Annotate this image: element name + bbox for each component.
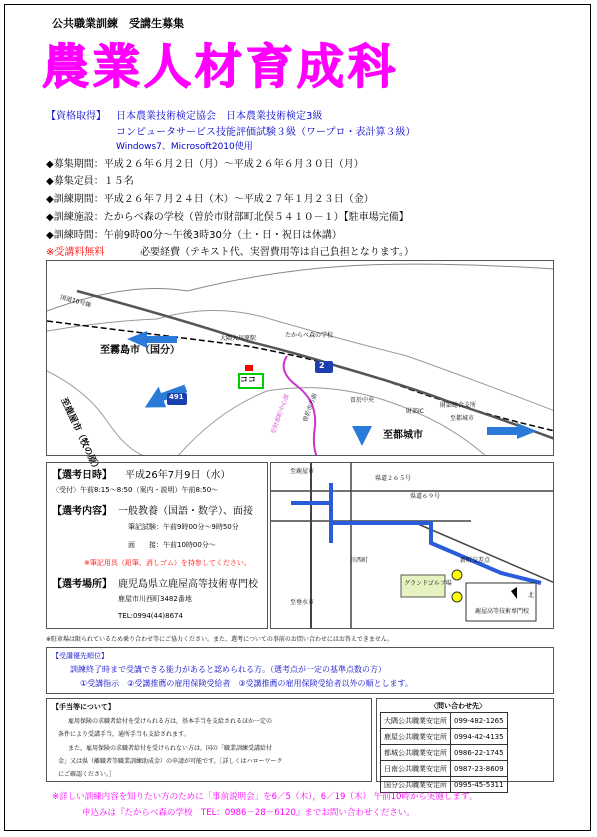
qualification-line3: Windows7、Microsoft2010使用 <box>116 142 253 152</box>
table-row <box>381 713 508 729</box>
allowance-label: 【手当等について】 <box>52 703 115 711</box>
map-to-miyakonojo-near: 至都城市 <box>450 415 475 422</box>
map2-to-tarumizu: 至垂水市 <box>290 599 315 606</box>
contact-office: 日南公共職業安定所 <box>381 761 451 777</box>
map2-road69: 県道６９号 <box>410 493 441 500</box>
map-osumi-station: 大隅大川原駅 <box>220 335 257 342</box>
access-map <box>46 260 554 456</box>
detail-row: ◆募集定員：１５名 <box>46 176 134 187</box>
contact-tel: 0987-23-8609 <box>451 761 508 777</box>
table-row <box>381 761 508 777</box>
map-to-kirishima: 至霧島市（国分） <box>100 345 180 356</box>
map2-to-kanoya: 至鹿屋市 <box>290 468 315 475</box>
allowance-p2a: また，雇用保険の求職者給付を受けられない方は，国の「職業訓練受講給付 <box>68 745 273 752</box>
exam-tel: TEL:0994(44)8674 <box>118 612 183 620</box>
map2-golf: グランドゴルフ場 <box>404 580 452 587</box>
allowance-p1b: 条件により受講手当，通所手当も支給されます。 <box>58 731 190 738</box>
detail-row: ◆訓練時間：午前9時00分～午後3時30分（土・日・祝日は休講） <box>46 230 342 241</box>
detail-row: ◆募集期間：平成２６年６月２日（月）～平成２６年６月３０日（月） <box>46 159 364 170</box>
map-to-town-center: 至財部町中心部 <box>269 393 291 436</box>
exam-address: 鹿屋市川西町3482番地 <box>118 595 192 603</box>
exam-reception: 〈受付〉午前8:15～8:50（案内・説明）午前8:50～ <box>52 486 219 494</box>
map2-shinmachi: 新町交差点 <box>460 557 491 564</box>
map-takarabe-school: たからべ森の学校 <box>285 332 334 339</box>
priority-line2: ①受講指示 ②受講推薦の雇用保険受給者 ③受講推薦の雇用保険受給者以外の順とします。 <box>80 679 413 688</box>
map-soo-direction: 曽於市方面 <box>301 392 319 424</box>
priority-line1: 訓練終了時まで受講できる能力があると認められる方。（選考点が一定の基準点数の方） <box>70 665 386 674</box>
contact-office: 大隅公共職業安定所 <box>381 713 451 729</box>
briefing-session-note: ※詳しい訓練内容を知りたい方のために「事前説明会」を6／5（木），6／19（木） 午前10時から実施します。 <box>52 792 478 802</box>
exam-content-label: 【選考内容】 <box>52 506 112 517</box>
access-map-drawing <box>47 261 554 456</box>
exam-date-label: 【選考日時】 <box>52 470 112 481</box>
map-general-branch: 財部総合支所 <box>440 402 477 409</box>
table-row <box>381 729 508 745</box>
map2-school: 鹿屋高等技術専門校 <box>475 608 530 615</box>
qualification-line2: コンピュータサービス技能評価試験３級（ワープロ・表計算３級） <box>116 127 416 138</box>
map-to-kanoya: 至鹿屋市（牧の原） <box>58 396 102 474</box>
qualification-line1: 日本農業技術検定協会 日本農業技術検定3級 <box>116 111 323 122</box>
course-title: 農業人材育成科 <box>42 40 399 95</box>
contact-tel: 0995-45-5311 <box>451 777 508 793</box>
exam-interview-time: 面 接：午前10時00分～ <box>128 541 216 549</box>
table-row <box>381 745 508 761</box>
exam-place-label: 【選考場所】 <box>52 579 112 590</box>
map-here-marker: ココ <box>240 375 256 384</box>
free-tuition-mark: ※受講料無料 <box>46 247 105 258</box>
contact-office: 鹿屋公共職業安定所 <box>381 729 451 745</box>
map-to-miyakonojo: 至都城市 <box>383 430 423 441</box>
priority-label: 【受講優先順位】 <box>52 652 108 660</box>
map-route10-label: 国道10号線 <box>59 293 92 309</box>
map2-north: 北 <box>528 592 535 599</box>
allowance-p1a: 雇用保険の求職者給付を受けられる方は，基本手当を支給されるほか一定の <box>68 718 273 725</box>
allowance-p2c: にご確認ください。］ <box>58 771 116 778</box>
allowance-p2b: 金」又は県（離職者等職業訓練助成金）の申請が可能です。［詳しくはハローワーク <box>58 758 283 765</box>
exam-bring-note: ※筆記用具（鉛筆、消しゴム）を持参してください。 <box>84 559 251 567</box>
map-takarabe-ic: 財部IC <box>406 408 424 415</box>
map2-road265: 県道２６５号 <box>375 475 412 482</box>
exam-written-time: 筆記試験：午前9時00分～9時50分 <box>128 523 239 531</box>
contact-tel: 0986-22-1745 <box>451 745 508 761</box>
contact-office: 都城公共職業安定所 <box>381 745 451 761</box>
application-note: 申込みは『たからべ森の学校 TEL：0986－28－6120』までお問い合わせください。 <box>82 808 415 818</box>
free-tuition-note: 必要経費（テキスト代、実習費用等は自己負担となります。） <box>140 247 414 258</box>
map-route2-badge: 2 <box>319 361 325 370</box>
contact-office: 国分公共職業安定所 <box>381 777 451 793</box>
detail-row: ◆訓練期間：平成２６年７月２４日（木）～平成２７年１月２３日（金） <box>46 194 374 205</box>
parking-notice: ※駐車場は限られているため乗り合わせ等にご協力ください。また、選考についての事前のお問い合わせにはお答えできません。 <box>46 636 394 643</box>
contact-tel: 099-482-1265 <box>451 713 508 729</box>
qualification-label: 【資格取得】 <box>46 111 106 122</box>
map-route491-badge: 491 <box>169 393 184 401</box>
recruit-subtitle: 公共職業訓練 受講生募集 <box>52 17 184 30</box>
contact-table <box>380 712 508 793</box>
map-soo-chuo: 曽於中央 <box>350 397 375 404</box>
map2-kawanishi: 川西町 <box>350 557 369 564</box>
exam-place-value: 鹿児島県立鹿屋高等技術専門校 <box>118 579 258 590</box>
exam-date-value: 平成26年7月9日（水） <box>125 470 231 481</box>
detail-row: ◆訓練施設：たからべ森の学校（曽於市財部町北俣５４１０－１）【駐車場完備】 <box>46 212 409 223</box>
contact-tel: 0994-42-4135 <box>451 729 508 745</box>
exam-content-value: 一般教養（国語・数学）、面接 <box>118 506 253 517</box>
contact-title: 〈問い合わせ先〉 <box>430 702 486 710</box>
